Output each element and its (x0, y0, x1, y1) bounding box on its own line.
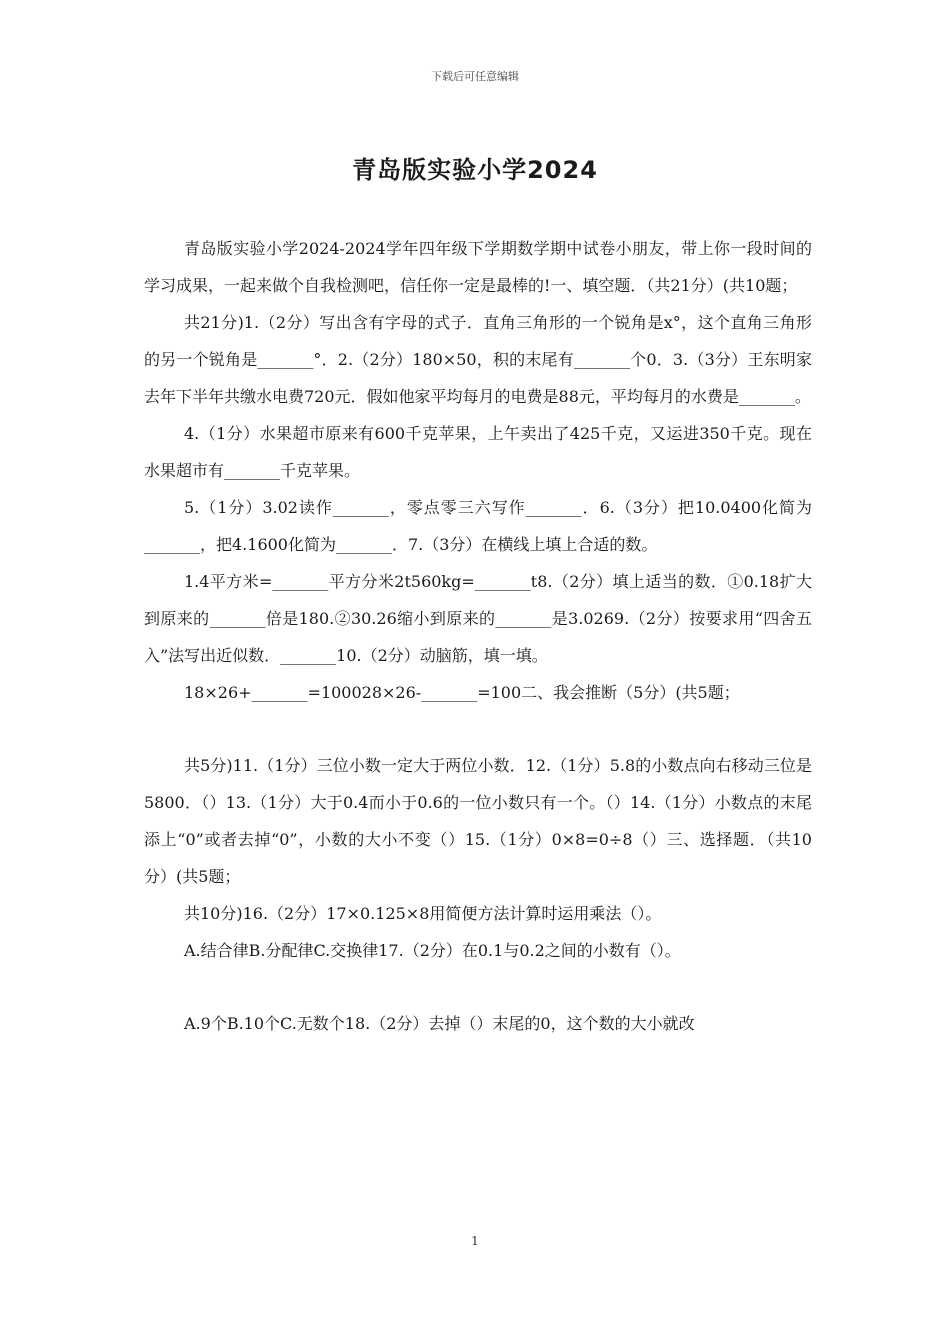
paragraph: 18×26+_______=100028×26-_______=100二、我会推断（5分）(共5题； (184, 683, 740, 702)
paragraph: 共21分)1.（2分）写出含有字母的式子．直角三角形的一个锐角是x°，这个直角三角形的另一个锐角是_______°．2.（2分）180×50，积的末尾有_______个0．3.（3分）王东明家去年下半年共缴水电费720元．假如他家平均每月的电费是88元，平均每月的水费是_______。 (144, 313, 812, 406)
paragraph: 5.（1分）3.02读作_______，零点零三六写作_______．6.（3分）把10.0400化简为_______，把4.1600化简为_______．7.（3分）在横线上填上合适的数。 (144, 498, 812, 554)
paragraph: 青岛版实验小学2024-2024学年四年级下学期数学期中试卷小朋友，带上你一段时间的学习成果，一起来做个自我检测吧，信任你一定是最棒的!一、填空题．（共21分）(共10题； (144, 239, 812, 295)
paragraph: 共5分)11.（1分）三位小数一定大于两位小数．12.（1分）5.8的小数点向右移动三位是5800．（）13.（1分）大于0.4而小于0.6的一位小数只有一个。（）14.（1分）小数点的末尾添上“0”或者去掉“0”，小数的大小不变（）15.（1分）0×8=0÷8（）三、选择题．（共10分）(共5题； (144, 756, 812, 886)
paragraph: 4.（1分）水果超市原来有600千克苹果，上午卖出了425千克，又运进350千克。现在水果超市有_______千克苹果。 (144, 424, 812, 480)
paragraph: A.结合律B.分配律C.交换律17.（2分）在0.1与0.2之间的小数有（）。 (184, 941, 681, 960)
paragraph: A.9个B.10个C.无数个18.（2分）去掉（）末尾的0，这个数的大小就改 (184, 1014, 695, 1033)
document-body (144, 230, 812, 1042)
document-title: 青岛版实验小学2024 (352, 156, 598, 184)
paragraph: 1.4平方米=_______平方分米2t560kg=_______t8.（2分）填上适当的数．①0.18扩大到原来的_______倍是180.②30.26缩小到原来的_______是3.0269.（2分）按要求用“四舍五入”法写出近似数．_______10.（2分）动脑筋，填一填。 (144, 572, 812, 665)
paragraph: 共10分)16.（2分）17×0.125×8用简便方法计算时运用乘法（）。 (184, 904, 662, 923)
page-number: 1 (471, 1234, 479, 1248)
header-note: 下载后可任意编辑 (431, 70, 519, 83)
